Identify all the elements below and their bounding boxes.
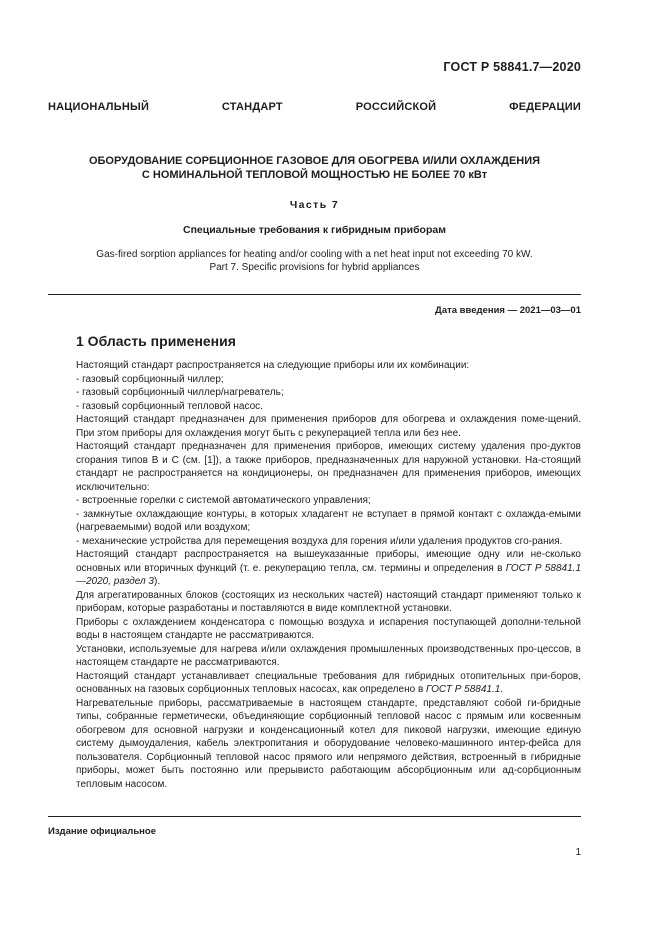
document-title-line1: ОБОРУДОВАНИЕ СОРБЦИОННОЕ ГАЗОВОЕ ДЛЯ ОБОГРЕВА И/ИЛИ ОХЛАЖДЕНИЯ (88, 155, 541, 167)
footer-divider (48, 816, 581, 817)
section-body (76, 359, 581, 791)
edition-note: Издание официальное (48, 826, 156, 837)
list-item: - механические устройства для перемещения воздуха для горения и/или удаления продуктов сго-рания. (76, 535, 563, 547)
document-title (48, 154, 581, 182)
paragraph: Для агрегатированных блоков (состоящих из нескольких частей) настоящий стандарт применяют только к приборам, которые разработаны и поставляются в виде комплектной установки. (76, 589, 581, 614)
part-number: Часть 7 (289, 199, 340, 211)
paragraph-text: ). (153, 576, 161, 587)
paragraph-text: Настоящий стандарт устанавливает специальные требования для гибридных отопительных при-боров, основанных на газовых сорбционных тепловых насосах, как определено в (76, 670, 581, 695)
section-heading: 1 Область применения (76, 333, 236, 349)
top-divider (48, 294, 581, 295)
document-title-line2: С НОМИНАЛЬНОЙ ТЕПЛОВОЙ МОЩНОСТЬЮ НЕ БОЛЕЕ 70 кВт (141, 169, 488, 181)
list-item: - газовый сорбционный тепловой насос. (76, 400, 263, 412)
list-item: - газовый сорбционный чиллер/нагреватель; (76, 387, 284, 398)
paragraph: Настоящий стандарт предназначен для применения приборов для обогрева и охлаждения поме-щений. При этом приборы для охлаждения могут быть с рекуперацией тепла или без нее. (76, 414, 581, 439)
list-item: - встроенные горелки с системой автоматического управления; (76, 495, 371, 506)
english-title (48, 248, 581, 274)
english-title-line1: Gas-fired sorption appliances for heating and/or cooling with a net heat input not exceeding 70 kW. (96, 249, 533, 260)
paragraph: Настоящий стандарт распространяется на следующие приборы или их комбинации: (76, 360, 470, 371)
list-item: - замкнутые охлаждающие контуры, в которых хладагент не вступает в прямой контакт с охлажда-емыми (нагреваемыми) водой или воздухом; (76, 508, 581, 533)
standard-title: НАЦИОНАЛЬНЫЙ СТАНДАРТ РОССИЙСКОЙ ФЕДЕРАЦИИ (48, 101, 581, 113)
standard-reference: ГОСТ Р 58841.1 (426, 684, 501, 695)
paragraph (76, 670, 581, 697)
paragraph (76, 548, 581, 589)
list-item: - газовый сорбционный чиллер; (76, 373, 224, 385)
english-title-line2: Part 7. Specific provisions for hybrid appliances (209, 262, 420, 273)
document-code: ГОСТ Р 58841.7—2020 (443, 60, 581, 74)
document-subtitle: Специальные требования к гибридным приборам (182, 224, 446, 236)
paragraph: Установки, используемые для нагрева и/или охлаждения промышленных производственных про-цессов, в настоящем стандарте не рассматриваются. (76, 643, 581, 668)
standard-reference: ГОСТ Р 58841.1—2020, раздел 3 (76, 562, 582, 587)
page-number: 1 (575, 847, 581, 858)
paragraph: Приборы с охлаждением конденсатора с помощью воздуха и испарения поступающей дополни-тельной воды в настоящем стандарте не рассматриваются. (76, 616, 581, 641)
intro-date: Дата введения — 2021—03—01 (435, 305, 581, 316)
paragraph-text: . (500, 684, 504, 695)
paragraph: Нагревательные приборы, рассматриваемые в настоящем стандарте, представляют собой ги-бридные типы, собранные герметически, объединяющие сорбционный тепловой насос с прямым или косвенным обогревом для основной нагрузки и конденсационный котел для пиковой нагрузки, имеющие единую систему дымоудаления, кабель электропитания и оборудование человеко-машинного интер-фейса для пользователя. Сорбционный тепловой насос прямого или непрямого действия, встроенный в гибридные приборы, может быть постоянно или прерывисто работающим абсорбционным или ад-сорбционным тепловым насосом. (76, 697, 581, 790)
paragraph: Настоящий стандарт предназначен для применения приборов, имеющих систему удаления про-дуктов сгорания типов В и С (см. [1]), а также приборов, предназначенных для наружной установки. На-стоящий стандарт не распространяется на кондиционеры, он предназначен для применения приборов, имеющих исключительно: (76, 441, 581, 493)
paragraph-text: Настоящий стандарт распространяется на вышеуказанные приборы, имеющие одну или не-сколько основных или вторичных функций (т. е. рекуперацию тепла, см. термины и определения в (76, 549, 581, 574)
